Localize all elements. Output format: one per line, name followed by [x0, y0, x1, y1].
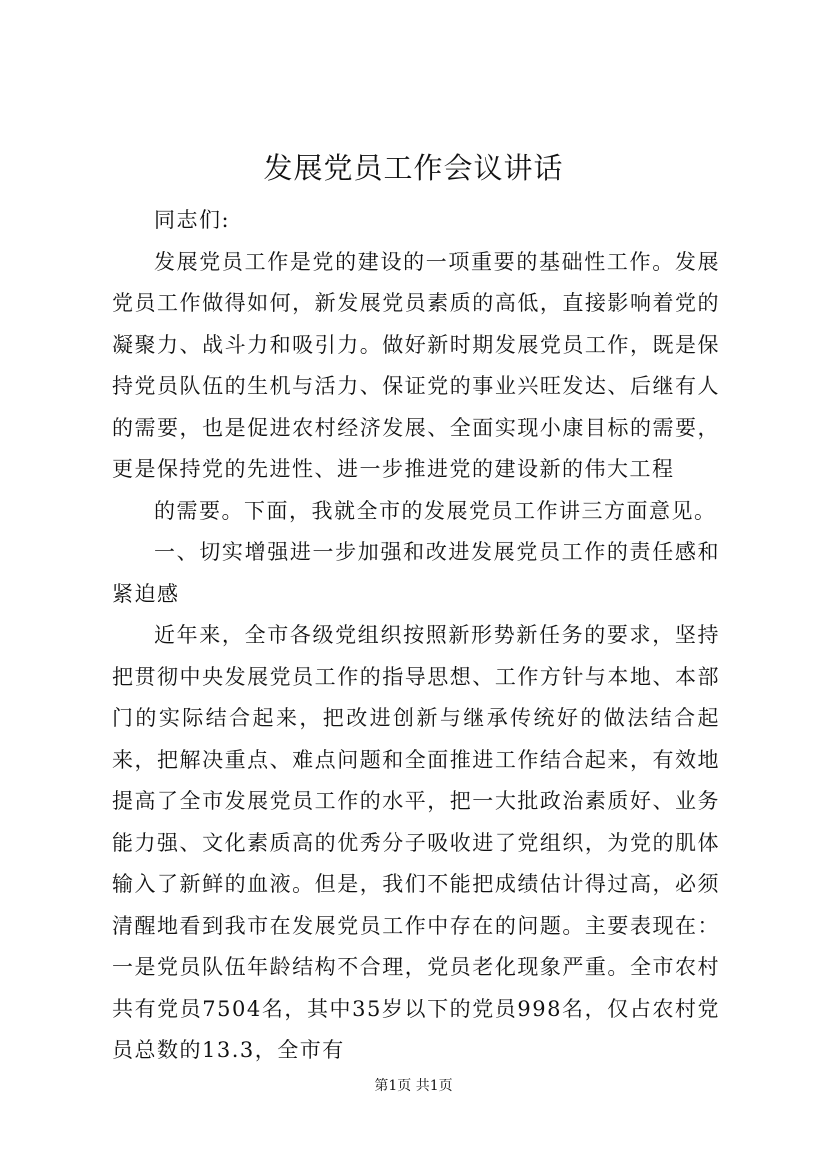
- paragraph-intro: 发展党员工作是党的建设的一项重要的基础性工作。发展党员工作做得如何，新发展党员素质的高低，直接影响着党的凝聚力、战斗力和吸引力。做好新时期发展党员工作，既是保持党员队伍的生机与活力、保证党的事业兴旺发达、后继有人的需要，也是促进农村经济发展、全面实现小康目标的需要，更是保持党的先进性、进一步推进党的建设新的伟大工程: [112, 249, 720, 481]
- salutation: 同志们:: [154, 208, 231, 232]
- paragraph-continuation: 的需要。下面，我就全市的发展党员工作讲三方面意见。: [154, 498, 717, 523]
- paragraph-section-1: 近年来，全市各级党组织按照新形势新任务的要求，坚持把贯彻中央发展党员工作的指导思想、工作方针与本地、本部门的实际结合起来，把改进创新与继承传统好的做法结合起来，把解决重点、难点问题和全面推进工作结合起来，有效地提高了全市发展党员工作的水平，把一大批政治素质好、业务能力强、文化素质高的优秀分子吸收进了党组织，为党的肌体输入了新鲜的血液。但是，我们不能把成绩估计得过高，必须清醒地看到我市在发展党员工作中存在的问题。主要表现在：一是党员队伍年龄结构不合理，党员老化现象严重。全市农村共有党员7504名，其中35岁以下的党员998名，仅占农村党员总数的13.3，全市有: [112, 623, 720, 1062]
- document-body: [112, 200, 720, 1072]
- section-heading-1: 一、切实增强进一步加强和改进发展党员工作的责任感和紧迫感: [112, 540, 720, 606]
- document-title: 发展党员工作会议讲话: [263, 151, 564, 185]
- page-footer: 第1页 共1页: [374, 1078, 453, 1094]
